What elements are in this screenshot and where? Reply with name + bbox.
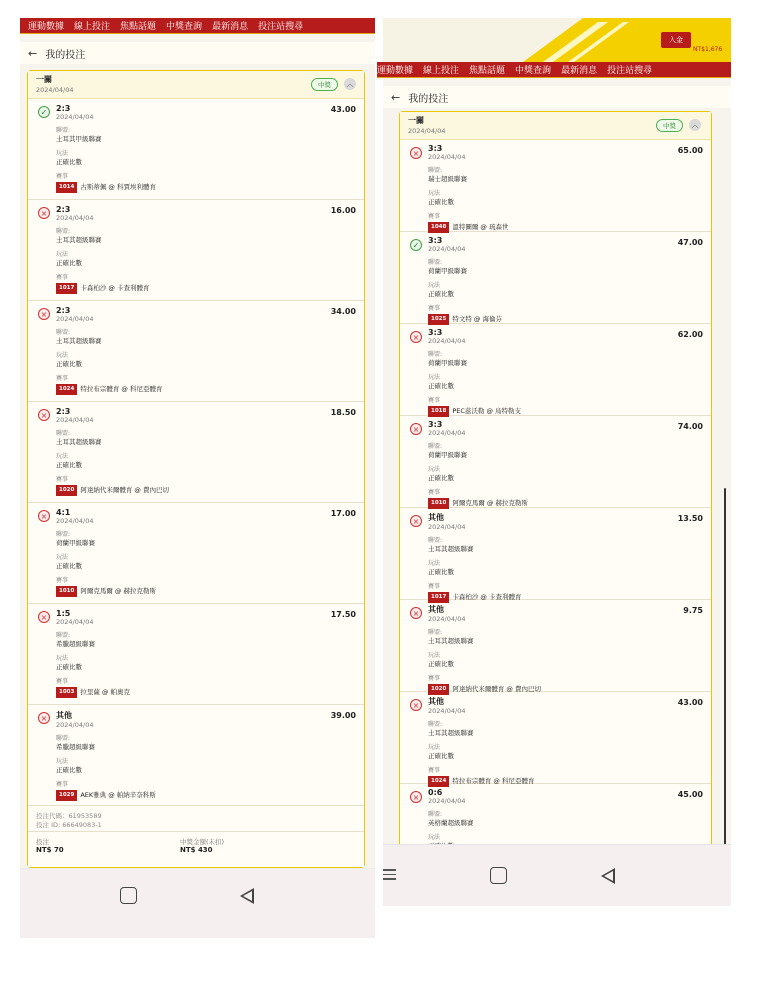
market-name: 正確比數 — [56, 461, 82, 469]
bet-date: 2024/04/04 — [428, 707, 466, 715]
bet-selection: 3:3 — [428, 144, 443, 153]
bet-item — [400, 324, 711, 416]
league-name: 土耳其超級聯賽 — [428, 637, 474, 645]
chevron-up-icon[interactable]: ︿ — [344, 78, 356, 90]
bet-type: 一關 — [408, 116, 424, 125]
card-header[interactable] — [28, 71, 364, 99]
page-title: 我的投注 — [45, 49, 86, 61]
nav-item-news[interactable]: 最新消息 — [561, 66, 598, 76]
bet-date: 2024/04/04 — [408, 127, 446, 135]
league-name: 土耳其超級聯賽 — [428, 729, 474, 737]
league-label: 聯盟: — [428, 351, 443, 358]
market-label: 玩法 — [428, 374, 441, 381]
bet-date: 2024/04/04 — [428, 245, 466, 253]
bet-odds: 65.00 — [677, 146, 703, 155]
event-match: 特拉布宗體育 @ 科尼亞體育 — [80, 385, 163, 393]
scrollbar[interactable] — [724, 488, 726, 848]
league-name: 土耳其超級聯賽 — [56, 337, 102, 345]
check-circle-icon: ✓ — [410, 239, 422, 251]
market-name: 正確比數 — [56, 360, 82, 368]
bet-selection: 3:3 — [428, 420, 443, 429]
league-label: 聯盟: — [428, 537, 443, 544]
bet-item — [400, 600, 711, 692]
league-name: 土耳其超級聯賽 — [56, 236, 102, 244]
market-name: 正確比數 — [428, 474, 454, 482]
event-row — [56, 687, 356, 698]
x-circle-icon: × — [38, 510, 50, 522]
status-badge: 中獎 — [311, 78, 338, 91]
nav-item-store-search[interactable]: 投注站搜尋 — [607, 66, 653, 76]
market-label: 玩法 — [56, 150, 69, 157]
bet-card — [399, 111, 712, 851]
triangle-back-icon[interactable] — [240, 888, 254, 904]
market-label: 玩法 — [56, 453, 69, 460]
league-name: 英格蘭超級聯賽 — [428, 819, 474, 827]
league-label: 聯盟: — [428, 811, 443, 818]
event-code-badge: 1010 — [428, 498, 449, 509]
event-code-badge: 1024 — [56, 384, 77, 395]
bet-item — [28, 200, 364, 301]
event-match: 溫特圖爾 @ 琉森世 — [452, 223, 509, 231]
market-name: 正確比數 — [56, 158, 82, 166]
event-label: 賽事 — [56, 577, 69, 584]
market-name: 正確比數 — [428, 382, 454, 390]
bet-date: 2024/04/04 — [56, 721, 94, 729]
event-match: 拉里薩 @ 帕奧克 — [80, 688, 130, 696]
x-circle-icon: × — [38, 207, 50, 219]
league-name: 土耳其超級聯賽 — [56, 438, 102, 446]
league-label: 聯盟: — [428, 167, 443, 174]
win-amount-label: 中獎金額(未扣) — [180, 838, 225, 846]
bet-selection: 4:1 — [56, 508, 71, 517]
bet-date: 2024/04/04 — [428, 337, 466, 345]
bet-odds: 74.00 — [677, 422, 703, 431]
nav-item-hot-topics[interactable]: 焦點話題 — [469, 66, 506, 76]
bet-odds: 18.50 — [330, 408, 356, 417]
league-label: 聯盟: — [56, 531, 71, 538]
market-label: 玩法 — [428, 652, 441, 659]
league-name: 希臘超級聯賽 — [56, 743, 95, 751]
bet-date: 2024/04/04 — [56, 315, 94, 323]
bet-date: 2024/04/04 — [428, 153, 466, 161]
market-label: 玩法 — [428, 282, 441, 289]
event-code-badge: 1017 — [56, 283, 77, 294]
bet-odds: 39.00 — [330, 711, 356, 720]
market-name: 正確比數 — [428, 290, 454, 298]
status-badge: 中獎 — [656, 119, 683, 132]
page-title: 我的投注 — [408, 93, 449, 105]
bet-date: 2024/04/04 — [428, 615, 466, 623]
nav-item-sports-data[interactable]: 運動數據 — [377, 66, 414, 76]
menu-lines-icon[interactable] — [383, 869, 396, 883]
market-name: 正確比數 — [56, 766, 82, 774]
bet-item — [28, 705, 364, 806]
market-label: 玩法 — [56, 251, 69, 258]
bet-selection: 3:3 — [428, 236, 443, 245]
event-match: 卡森柏沙 @ 卡查利體育 — [452, 593, 522, 601]
x-circle-icon: × — [410, 699, 422, 711]
league-label: 聯盟: — [56, 430, 71, 437]
event-match: 卡森柏沙 @ 卡查利體育 — [80, 284, 150, 292]
bet-odds: 47.00 — [677, 238, 703, 247]
bet-odds: 16.00 — [330, 206, 356, 215]
nav-item-prize-check[interactable]: 中獎查詢 — [515, 66, 552, 76]
page-header — [20, 42, 375, 64]
market-label: 玩法 — [428, 834, 441, 841]
stake-label: 投注 — [36, 838, 49, 846]
league-name: 荷蘭甲級聯賽 — [56, 539, 95, 547]
league-name: 荷蘭甲級聯賽 — [428, 359, 467, 367]
bet-list — [28, 99, 364, 806]
bet-date: 2024/04/04 — [428, 523, 466, 531]
balance-text: NT$1,676 — [693, 46, 723, 53]
check-circle-icon: ✓ — [38, 106, 50, 118]
market-label: 玩法 — [428, 560, 441, 567]
event-code-badge: 1003 — [56, 687, 77, 698]
square-home-icon[interactable] — [120, 887, 137, 904]
bet-date: 2024/04/04 — [56, 517, 94, 525]
league-name: 土耳其甲級聯賽 — [56, 135, 102, 143]
bet-date: 2024/04/04 — [428, 429, 466, 437]
event-row — [56, 586, 356, 597]
ticket-info — [28, 806, 364, 830]
chevron-up-icon[interactable]: ︿ — [689, 119, 701, 131]
league-label: 聯盟: — [56, 735, 71, 742]
bet-date: 2024/04/04 — [56, 113, 94, 121]
bet-item — [28, 99, 364, 200]
event-label: 賽事 — [428, 489, 441, 496]
android-nav-bar — [383, 844, 731, 906]
x-circle-icon: × — [38, 712, 50, 724]
event-match: 阿爾克馬爾 @ 赫拉克勒斯 — [452, 499, 528, 507]
market-name: 正確比數 — [56, 259, 82, 267]
nav-item-online-betting[interactable]: 線上投注 — [74, 22, 111, 32]
bet-item — [400, 416, 711, 508]
market-label: 玩法 — [56, 352, 69, 359]
bet-selection: 0:6 — [428, 788, 443, 797]
bet-list — [400, 140, 711, 876]
bet-odds: 17.00 — [330, 509, 356, 518]
x-circle-icon: × — [410, 607, 422, 619]
x-circle-icon: × — [410, 331, 422, 343]
event-code-badge: 1029 — [56, 790, 77, 801]
event-label: 賽事 — [56, 476, 69, 483]
x-circle-icon: × — [38, 409, 50, 421]
arrow-left-icon[interactable]: ← — [28, 46, 38, 60]
event-match: 阿達納代米爾體育 @ 費內巴切 — [452, 685, 541, 693]
bet-odds: 62.00 — [677, 330, 703, 339]
market-name: 正確比數 — [428, 752, 454, 760]
event-row — [56, 790, 356, 801]
event-match: 阿爾克馬爾 @ 赫拉克勒斯 — [80, 587, 156, 595]
event-row — [56, 384, 356, 395]
left-screenshot — [20, 18, 375, 938]
bet-selection: 其他 — [428, 605, 444, 614]
league-label: 聯盟: — [428, 259, 443, 266]
league-label: 聯盟: — [428, 721, 443, 728]
bet-item — [28, 604, 364, 705]
event-code-badge: 1025 — [428, 314, 449, 325]
bet-selection: 其他 — [56, 711, 72, 720]
ticket-id: 投注 ID: 66649083-1 — [36, 821, 102, 829]
bet-selection: 2:3 — [56, 104, 71, 113]
bet-odds: 45.00 — [677, 790, 703, 799]
totals-row — [28, 831, 364, 867]
x-circle-icon: × — [410, 515, 422, 527]
event-label: 賽事 — [428, 583, 441, 590]
top-nav-bar — [20, 18, 375, 34]
bet-item — [28, 503, 364, 604]
nav-item-prize-check[interactable]: 中獎查詢 — [166, 22, 203, 32]
event-code-badge: 1014 — [56, 182, 77, 193]
market-name: 正確比數 — [428, 660, 454, 668]
league-name: 土耳其超級聯賽 — [428, 545, 474, 553]
event-code-badge: 1017 — [428, 592, 449, 603]
nav-item-hot-topics[interactable]: 焦點話題 — [120, 22, 157, 32]
page-header — [383, 86, 731, 108]
event-code-badge: 1018 — [428, 406, 449, 417]
market-label: 玩法 — [428, 466, 441, 473]
bet-odds: 9.75 — [683, 606, 703, 615]
market-label: 玩法 — [428, 190, 441, 197]
market-name: 正確比數 — [428, 198, 454, 206]
bet-date: 2024/04/04 — [428, 797, 466, 805]
event-match: 特拉布宗體育 @ 科尼亞體育 — [452, 777, 535, 785]
bet-selection: 1:5 — [56, 609, 71, 618]
event-label: 賽事 — [428, 397, 441, 404]
event-code-badge: 1020 — [428, 684, 449, 695]
league-label: 聯盟: — [56, 329, 71, 336]
x-circle-icon: × — [38, 308, 50, 320]
top-nav-bar — [377, 62, 731, 78]
event-code-badge: 1024 — [428, 776, 449, 787]
bet-selection: 2:3 — [56, 306, 71, 315]
bet-item — [400, 232, 711, 324]
event-label: 賽事 — [428, 767, 441, 774]
league-label: 聯盟: — [56, 127, 71, 134]
market-name: 正確比數 — [428, 568, 454, 576]
league-name: 荷蘭甲級聯賽 — [428, 451, 467, 459]
event-match: 阿達納代米爾體育 @ 費內巴切 — [80, 486, 169, 494]
league-label: 聯盟: — [56, 228, 71, 235]
event-label: 賽事 — [56, 375, 69, 382]
event-match: 古斯蒂佩 @ 科賈埃利體育 — [80, 183, 156, 191]
x-circle-icon: × — [38, 611, 50, 623]
bet-odds: 43.00 — [330, 105, 356, 114]
bet-odds: 34.00 — [330, 307, 356, 316]
bet-date: 2024/04/04 — [56, 416, 94, 424]
market-name: 正確比數 — [56, 663, 82, 671]
x-circle-icon: × — [410, 423, 422, 435]
league-label: 聯盟: — [56, 632, 71, 639]
event-label: 賽事 — [428, 675, 441, 682]
bet-odds: 43.00 — [677, 698, 703, 707]
market-label: 玩法 — [56, 655, 69, 662]
event-row — [56, 283, 356, 294]
bet-item — [400, 508, 711, 600]
stake-value: NT$ 70 — [36, 846, 64, 854]
league-label: 聯盟: — [428, 443, 443, 450]
bet-selection: 2:3 — [56, 407, 71, 416]
triangle-back-icon[interactable] — [601, 868, 615, 884]
bet-type: 一關 — [36, 75, 52, 84]
league-name: 瑞士超級聯賽 — [428, 175, 467, 183]
event-code-badge: 1020 — [56, 485, 77, 496]
nav-item-store-search[interactable]: 投注站搜尋 — [258, 22, 304, 32]
nav-item-online-betting[interactable]: 線上投注 — [423, 66, 460, 76]
bet-date: 2024/04/04 — [56, 618, 94, 626]
bet-selection: 3:3 — [428, 328, 443, 337]
bet-date: 2024/04/04 — [36, 86, 74, 94]
bet-item — [28, 402, 364, 503]
event-label: 賽事 — [428, 213, 441, 220]
bet-odds: 13.50 — [677, 514, 703, 523]
event-label: 賽事 — [56, 173, 69, 180]
league-name: 荷蘭甲級聯賽 — [428, 267, 467, 275]
market-label: 玩法 — [428, 744, 441, 751]
event-match: PEC茲沃勒 @ 烏特勒支 — [452, 407, 522, 415]
promo-banner — [383, 18, 731, 62]
bet-selection: 2:3 — [56, 205, 71, 214]
right-screenshot — [377, 18, 731, 906]
league-label: 聯盟: — [428, 629, 443, 636]
ticket-code: 投注代碼：61953589 — [36, 812, 102, 820]
event-label: 賽事 — [56, 678, 69, 685]
event-label: 賽事 — [56, 274, 69, 281]
event-label: 賽事 — [56, 781, 69, 788]
x-circle-icon: × — [410, 147, 422, 159]
market-label: 玩法 — [56, 758, 69, 765]
bet-item — [400, 140, 711, 232]
bet-selection: 其他 — [428, 697, 444, 706]
win-amount-value: NT$ 430 — [180, 846, 213, 854]
bet-selection: 其他 — [428, 513, 444, 522]
event-match: 特文特 @ 海倫芬 — [452, 315, 502, 323]
card-header[interactable] — [400, 112, 711, 140]
event-label: 賽事 — [428, 305, 441, 312]
bet-item — [400, 692, 711, 784]
event-row — [56, 182, 356, 193]
bet-odds: 17.50 — [330, 610, 356, 619]
bet-item — [28, 301, 364, 402]
bet-card — [27, 70, 365, 868]
league-name: 希臘超級聯賽 — [56, 640, 95, 648]
event-match: AEK雅典 @ 帕納辛奈科斯 — [80, 791, 156, 799]
deposit-button[interactable]: 入金 — [661, 32, 691, 48]
bet-date: 2024/04/04 — [56, 214, 94, 222]
nav-item-sports-data[interactable]: 運動數據 — [28, 22, 65, 32]
event-code-badge: 1048 — [428, 222, 449, 233]
android-nav-bar — [20, 868, 375, 938]
event-code-badge: 1010 — [56, 586, 77, 597]
market-name: 正確比數 — [56, 562, 82, 570]
market-label: 玩法 — [56, 554, 69, 561]
nav-item-news[interactable]: 最新消息 — [212, 22, 249, 32]
square-home-icon[interactable] — [490, 867, 507, 884]
event-row — [56, 485, 356, 496]
x-circle-icon: × — [410, 791, 422, 803]
arrow-left-icon[interactable]: ← — [391, 90, 401, 104]
